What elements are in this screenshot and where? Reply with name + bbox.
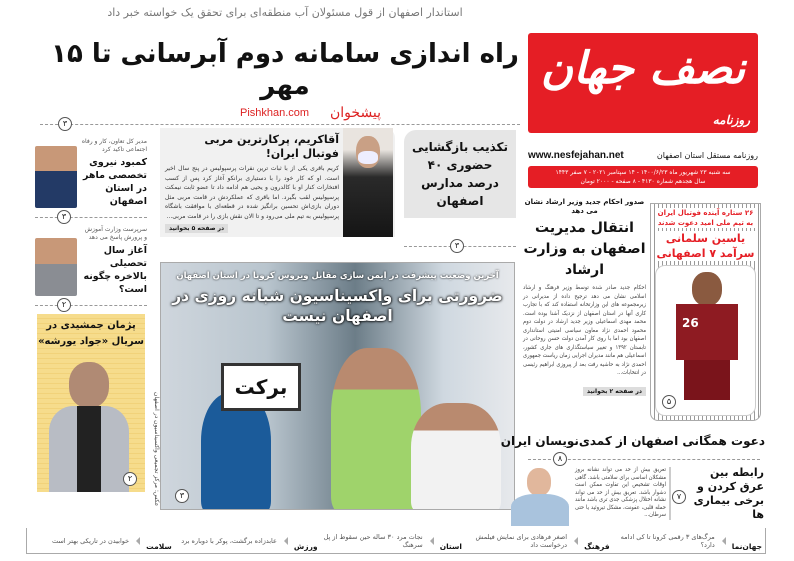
left-headline: کمبود نیروی تخصصی ماهر در استان اصفهان: [83, 157, 147, 207]
coach-photo: [343, 128, 393, 237]
ershad-headline: انتقال مدیریت اصفهان به وزارت ارشاد: [523, 220, 646, 278]
footer-category[interactable]: فرهنگ: [584, 542, 610, 551]
footer-category[interactable]: ورزش: [293, 542, 318, 551]
official-photo: [35, 238, 77, 296]
page-ref: ۳: [58, 117, 72, 131]
footer-item[interactable]: مرگ‌های ۳ رقمی کرونا تا کی ادامه دارد؟: [613, 533, 729, 549]
man-face: [527, 468, 551, 496]
photo-overlay: [161, 271, 514, 326]
player-headline: یاسین سلمانی سرآمد ۷ اصفهانی: [656, 232, 755, 260]
official-photo: [35, 146, 77, 208]
football-body: کریم باقری یکی از با ثبات ترین نفرات پرسپولیس در پنج سال اخیر است. او که کار خود را با دستیاری برانکو آغاز کرد پس از کسب افتخارات کنار او با کالدرون و یحیی هم ادامه داد تا عضو ثابت نیمکت پرسپولیس لقب بگیرد. اما باقری که عملکردش در قامت مربی مثل دوران بازی‌اش تحسین برانگیز شده در قطعه‌ای با موافقت باشگاه پرسپولیس به تیم ملی می‌رود و تا الان نقش بازی را در قامت مربی...: [165, 165, 339, 220]
logo-name: نصف جهان: [540, 43, 746, 94]
player-card[interactable]: [650, 203, 761, 421]
lead-headline[interactable]: راه اندازی سامانه دوم آبرسانی تا ۱۵ مهر: [51, 39, 519, 101]
page-ref: ۳: [450, 239, 464, 253]
page-ref: ۸: [553, 452, 567, 466]
ershad-story[interactable]: [523, 198, 646, 397]
page-ref: ۲: [123, 472, 137, 486]
page-ref: ۳: [175, 489, 189, 503]
ershad-kicker: صدور احکام جدید وزیر ارشاد نشان می دهد: [524, 198, 645, 215]
footer-item[interactable]: خوابیدن در تاریکی بهتر است: [27, 537, 143, 545]
ershad-body: احکام جدید صادر شده توسط وزیر فرهنگ و ارشاد اسلامی نشان می دهد ترجیح داده از مدیرانی در زیرمجموعه های این وزارتخانه استفاده کند که با تجارب کاری آنها در استان اصفهان از نزدیک آشنا بوده است. محمد مهدی اسماعیلی وزیر جدید ارشاد در دولت دوم محمود احمدی نژاد معاون سیاسی امنیتی استانداری اصفهان بود اما با روی کار آمدن دولت حسن روحانی در تابستان ۱۳۹۲ و تغییر سیاستگذاری های جاری کشور، اسماعیلی هم مانند مدیران اجرایی زمان ریاست جمهوری احمدی نژاد به حاشیه رفت بعد از پیروزی ابراهیم رئیسی در انتخابات...: [523, 285, 646, 376]
person: [411, 403, 501, 510]
left-kicker: سرپرست وزارت آموزش و پرورش پاسخ می دهد: [84, 226, 147, 241]
page-ref: ۲: [57, 298, 71, 312]
photo-side-caption: عکس: مرکز تجمیعی واکسیناسیون در اصفهان: [153, 391, 160, 506]
read-more[interactable]: در صفحه ۵ بخوانید: [165, 224, 228, 233]
left-story-2[interactable]: [35, 226, 147, 296]
date-bar: [528, 166, 758, 188]
person: [331, 348, 421, 510]
left-story-1[interactable]: [35, 138, 147, 208]
player-kicker: ۲۶ ستاره آینده فوتبال ایران به تیم ملی امید دعوت شدند: [655, 208, 756, 228]
read-more[interactable]: در صفحه ۲ بخوانید: [583, 387, 646, 396]
footer-item[interactable]: عابدزاده برگشت، پوکر با دوباره برد: [175, 537, 291, 545]
page-ref: ۷: [672, 490, 686, 504]
player-face: [692, 272, 722, 306]
left-text: [80, 138, 147, 208]
footer-item[interactable]: نجات مرد ۳۰ ساله حین سقوط از پل سرهنگ: [321, 533, 437, 549]
player-photo: [655, 265, 756, 416]
invite-headline[interactable]: دعوت همگانی اصفهان از کمدی‌نویسان ایران: [500, 434, 765, 448]
actor-headline: پژمان جمشیدی در سریال «جواد یورشه»: [38, 320, 144, 347]
sign: برکت: [221, 363, 301, 411]
left-kicker: مدیر کل تعاون، کار و رفاه اجتماعی تاکید کرد: [81, 138, 147, 153]
football-headline: آقاکریم، پرکارترین مربی فوتبال ایران!: [204, 133, 339, 160]
watermark: Pishkhan.com: [240, 107, 310, 119]
man-shirt: [511, 494, 569, 526]
shirt-number: 26: [682, 316, 699, 330]
page-ref: ۵: [662, 395, 676, 409]
photo-kicker: آخرین وضعیت پیشرفت در ایمن سازی مقابل ویروس کرونا در استان اصفهان: [176, 271, 499, 281]
mask: [358, 151, 378, 164]
footer-item[interactable]: اصغر فرهادی برای نمایش فیلمش درخواست داد: [465, 533, 581, 549]
footer-ticker: [26, 528, 766, 554]
actor-story[interactable]: [37, 314, 145, 492]
logo-subtitle: روزنامه: [712, 113, 750, 127]
photo-headline: ضرورتی برای واکسیناسیون شبانه روزی در اصفهان نیست: [172, 287, 503, 325]
gray-box-story[interactable]: [404, 130, 516, 218]
health-headline[interactable]: رابطه بین عرق کردن و برخی بیماری ها: [693, 466, 764, 521]
divider: [35, 305, 147, 306]
actor-face: [69, 362, 109, 408]
gray-box-headline: تکذیب بازگشایی حضوری ۴۰ درصد مدارس اصفهان: [411, 140, 509, 208]
health-body: تعریق بیش از حد می تواند نشانه بروز مشکلان اساسی برای سلامتی باشد. گاهی اوقات تشخیص این تفاوت ممکن است دشوار باشد. تعریق بیش از حد می تواند نشانه اختلال پزشکی جدی تری باشد مانند حمله قلبی، عفونت، مشکل تیروئید یا حتی سرطان...: [575, 467, 671, 520]
page-ref: ۳: [57, 210, 71, 224]
left-headline: آغاز سال تحصیلی بالاخره چگونه است؟: [83, 245, 147, 295]
footer-category[interactable]: استان: [439, 542, 462, 551]
actor-body: [49, 406, 129, 492]
watermark-persian: پیشخوان: [330, 105, 382, 121]
health-photo: [505, 464, 573, 526]
left-column: [35, 138, 147, 492]
left-text: [80, 226, 147, 296]
issue-line: سال هجدهم شماره ۴۱۳۰ - ۸ صفحه - ۲۰۰۰ تومان: [580, 178, 706, 185]
player-shirt: [676, 304, 738, 360]
footer-category[interactable]: جهان‌نما: [731, 542, 762, 551]
separator: [35, 210, 147, 226]
divider: [40, 124, 520, 125]
vaccination-photo[interactable]: [160, 262, 515, 510]
footer-category[interactable]: سلامت: [146, 542, 172, 551]
website-url[interactable]: www.nesfejahan.net: [528, 150, 624, 161]
football-story[interactable]: [160, 128, 395, 237]
masthead-logo: [528, 33, 758, 133]
player-shorts: [684, 360, 730, 400]
tagline: روزنامه مستقل استان اصفهان: [656, 151, 758, 160]
date-line: سه شنبه ۲۳ شهریور ماه ۱۴۰۰/۶/۲۳ - ۱۴ سپتامبر ۲۰۲۱ - ۷ صفر ۱۴۴۳: [555, 169, 731, 176]
divider: [35, 217, 147, 218]
separator: [35, 298, 147, 314]
lead-kicker: استاندار اصفهان از قول مسئولان آب منطقه‌ای برای تحقق یک خواسته خبر داد: [107, 6, 463, 19]
